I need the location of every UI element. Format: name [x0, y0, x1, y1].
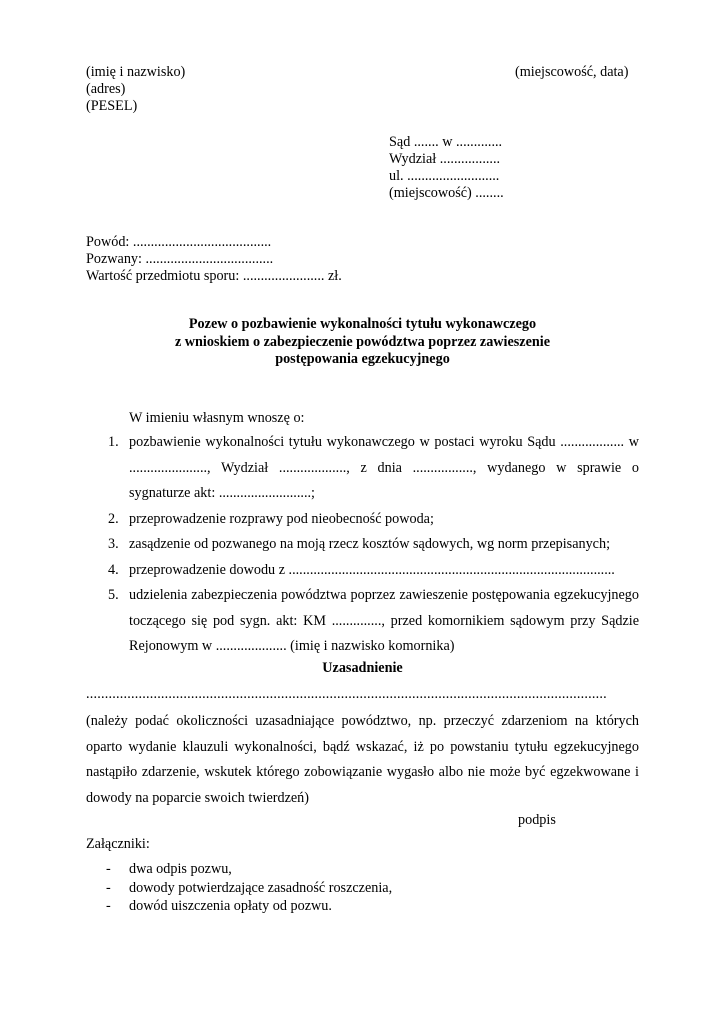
list-item — [86, 879, 392, 898]
court-division: Wydział ................. — [389, 151, 501, 167]
court-name: Sąd ....... w ............. — [389, 134, 503, 150]
attachment-text: dowód uiszczenia opłaty od pozwu. — [129, 898, 332, 914]
item-text: zasądzenie od pozwanego na moją rzecz kosztów sądowych, wg norm przepisanych; — [129, 536, 611, 552]
item-text: przeprowadzenie rozprawy pod nieobecność powoda; — [129, 510, 434, 527]
plaintiff: Powód: ....................................... — [86, 234, 272, 250]
court-block — [389, 134, 504, 202]
attachment-text: dowody potwierdzające zasadność roszczenia, — [129, 879, 393, 896]
sender-name: (imię i nazwisko) — [86, 64, 186, 80]
list-item — [86, 897, 392, 916]
title-line: postępowania egzekucyjnego — [275, 351, 450, 367]
item-number: 1. — [108, 434, 119, 450]
requests-list — [86, 430, 639, 660]
list-item — [86, 860, 392, 879]
document-title — [86, 316, 639, 369]
signature-label: podpis — [518, 812, 556, 828]
list-item — [86, 507, 639, 533]
court-city: (miejscowość) ........ — [389, 185, 504, 201]
sender-address: (adres) — [86, 81, 126, 97]
court-street: ul. .......................... — [389, 168, 500, 184]
item-number: 2. — [108, 510, 119, 527]
sender-block — [86, 64, 185, 115]
item-text: udzielenia zabezpieczenia powództwa poprzez zawieszenie postępowania egzekucyjnego toczącego się pod sygn. akt: KM .............., przed komornikiem sądowym przy Sądzie Rejonowym w .................... (imię i nazwisko komornika) — [129, 587, 639, 654]
justification-heading: Uzasadnienie — [322, 660, 403, 676]
title-line: z wnioskiem o zabezpieczenie powództwa poprzez zawieszenie — [174, 333, 551, 350]
list-item — [86, 558, 639, 584]
item-text: przeprowadzenie dowodu z ............................................................................................ — [129, 561, 615, 578]
list-item — [86, 430, 639, 507]
bullet-dash: - — [106, 898, 111, 914]
item-text: pozbawienie wykonalności tytułu wykonawczego w postaci wyroku Sądu .................. w ......................, Wydział ..................., z dnia ................., wydanego w sprawie o sygnaturze akt: ..........................; — [129, 434, 639, 501]
attachments-list — [86, 860, 392, 916]
list-item — [86, 532, 639, 558]
place-date: (miejscowość, data) — [515, 64, 629, 80]
justification-dots: ........................................................................................................................................... — [86, 686, 607, 702]
intro-text: W imieniu własnym wnoszę o: — [129, 410, 305, 426]
claim-value: Wartość przedmiotu sporu: ....................... zł. — [86, 268, 342, 284]
attachments-label: Załączniki: — [86, 836, 150, 852]
item-number: 3. — [108, 536, 119, 552]
sender-pesel: (PESEL) — [86, 98, 138, 114]
bullet-dash: - — [106, 861, 111, 877]
defendant: Pozwany: .................................... — [86, 251, 274, 267]
item-number: 4. — [108, 561, 119, 578]
justification-text: (należy podać okoliczności uzasadniające powództwo, np. przeczyć zdarzeniom na których oparto wydanie klauzuli wykonalności, bądź wskazać, iż po powstaniu tytułu egzekucyjnego nastąpiło zdarzenie, wskutek którego zobowiązanie wygasło albo nie może być egzekwowane i dowody na poparcie swoich twierdzeń) — [86, 713, 639, 807]
item-number: 5. — [108, 587, 119, 603]
bullet-dash: - — [106, 879, 111, 896]
parties-block — [86, 234, 342, 285]
title-line: Pozew o pozbawienie wykonalności tytułu wykonawczego — [188, 316, 537, 332]
list-item — [86, 583, 639, 660]
attachment-text: dwa odpis pozwu, — [129, 861, 232, 877]
